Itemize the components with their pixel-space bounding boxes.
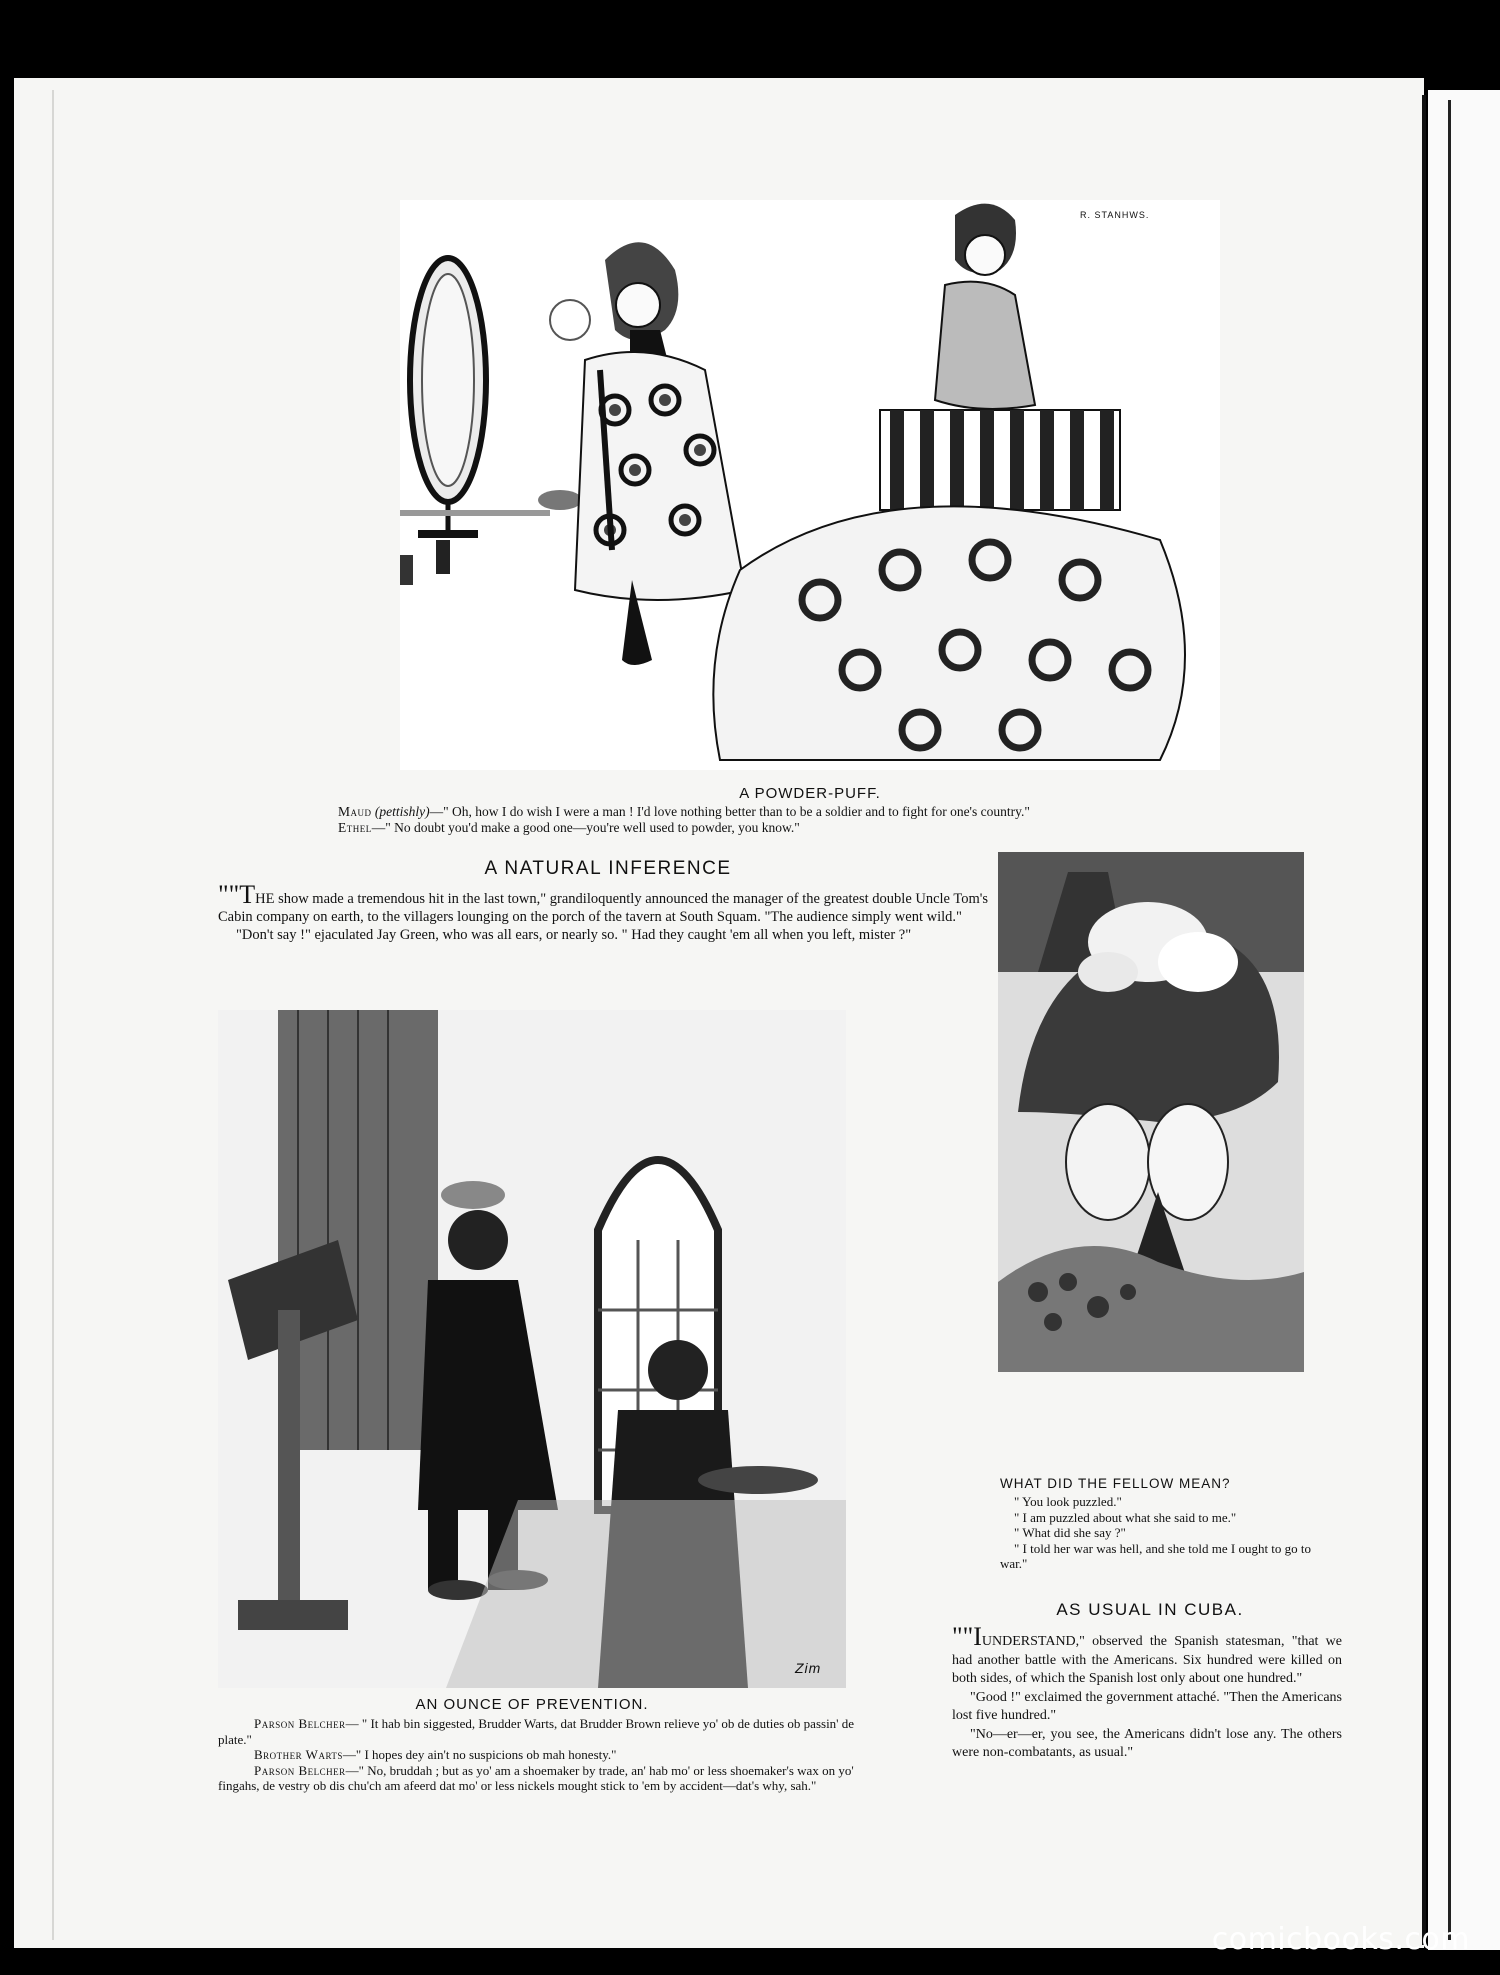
fellow-line-1: " You look puzzled." [1014, 1494, 1122, 1509]
fellow-mean-dialog [1000, 1494, 1335, 1572]
ethel-speaker: Ethel [338, 820, 372, 835]
natural-inference-para-1 [218, 880, 988, 926]
belcher-line-1 [218, 1716, 858, 1747]
source-watermark: comicbooks.com [1211, 1922, 1470, 1957]
natural-inference-para-1-text: HE show made a tremendous hit in the last town," grandiloquently announced the manager of the greatest double Uncle Tom's Cabin company on earth, to the villagers lounging on the porch of the tavern at South Squam. "The audience simply went wild." [218, 891, 988, 925]
artist-signature-bottom: Zim [795, 1660, 822, 1676]
maud-text: —" Oh, how I do wish I were a man ! I'd love nothing better than to be a soldier and to fight for one's country." [429, 804, 1030, 819]
powder-puff-dialog [338, 804, 1238, 836]
fellow-line-3: " What did she say ?" [1014, 1525, 1126, 1540]
cuba-para-2: "Good !" exclaimed the government attaché. "Then the Americans lost five hundred." [952, 1689, 1342, 1723]
warts-speaker: Brother Warts [254, 1747, 343, 1762]
ounce-prevention-title: AN OUNCE OF PREVENTION. [415, 1696, 649, 1713]
two-women-illustration [998, 852, 1304, 1372]
cuba-para-1 [952, 1622, 1342, 1689]
natural-inference-title: A NATURAL INFERENCE [484, 858, 732, 879]
fellow-line-2: " I am puzzled about what she said to me." [1014, 1509, 1237, 1525]
cuba-title: AS USUAL IN CUBA. [1056, 1600, 1244, 1619]
maud-aside: (pettishly) [374, 804, 430, 819]
belcher-text-2: —" No, bruddah ; but as yo' am a shoemaker by trade, an' hab mo' or less shoemaker's wax on yo' fingahs, de vestry ob dis chu'ch am afeerd dat mo' or less nickels mought stick to 'em by accident—dat's why, sah." [218, 1762, 854, 1793]
cuba-dropcap: ""I [952, 1622, 982, 1651]
natural-inference-dropcap: ""T [218, 880, 256, 909]
natural-inference-para-2: "Don't say !" ejaculated Jay Green, who was all ears, or nearly so. " Had they caught 'em all when you left, mister ?" [236, 927, 912, 943]
facing-page-edge [1428, 90, 1500, 1950]
belcher-speaker-1: Parson Belcher [254, 1716, 346, 1731]
church-illustration [218, 1010, 846, 1688]
belcher-speaker-2: Parson Belcher [254, 1762, 346, 1778]
natural-inference-story [218, 880, 988, 944]
ounce-prevention-dialog [218, 1716, 858, 1794]
maud-speaker: Maud [338, 804, 372, 819]
cuba-para-3: "No—er—er, you see, the Americans didn't lose any. The others were non-combatants, as usual." [952, 1726, 1342, 1760]
facing-page-rule [1448, 100, 1451, 1940]
belcher-text-1: — " It hab bin siggested, Brudder Warts, dat Brudder Brown relieve yo' ob de duties ob passin' de plate." [218, 1716, 855, 1747]
fellow-mean-title: WHAT DID THE FELLOW MEAN? [1000, 1476, 1231, 1491]
page-edge [52, 90, 54, 1940]
fellow-line-4: " I told her war was hell, and she told me I ought to go to war." [1000, 1540, 1312, 1571]
warts-line [218, 1747, 858, 1763]
belcher-line-2 [218, 1763, 858, 1794]
ethel-line [338, 820, 1238, 836]
maud-line [338, 804, 1238, 820]
cuba-para-1-text: UNDERSTAND," observed the Spanish statesman, "that we had another battle with the Americans. Six hundred were killed on both sides, of which the Spanish lost only about one hundred." [952, 1634, 1342, 1686]
warts-text: —" I hopes dey ain't no suspicions ob mah honesty." [342, 1747, 617, 1762]
powder-puff-title: A POWDER-PUFF. [739, 785, 881, 802]
powder-puff-illustration [400, 200, 1220, 770]
ethel-text: —" No doubt you'd make a good one—you're well used to powder, you know." [371, 820, 800, 835]
page-gutter [1422, 95, 1426, 1945]
cuba-story [952, 1622, 1342, 1763]
artist-signature-top: R. STANHWS. [1080, 210, 1150, 220]
